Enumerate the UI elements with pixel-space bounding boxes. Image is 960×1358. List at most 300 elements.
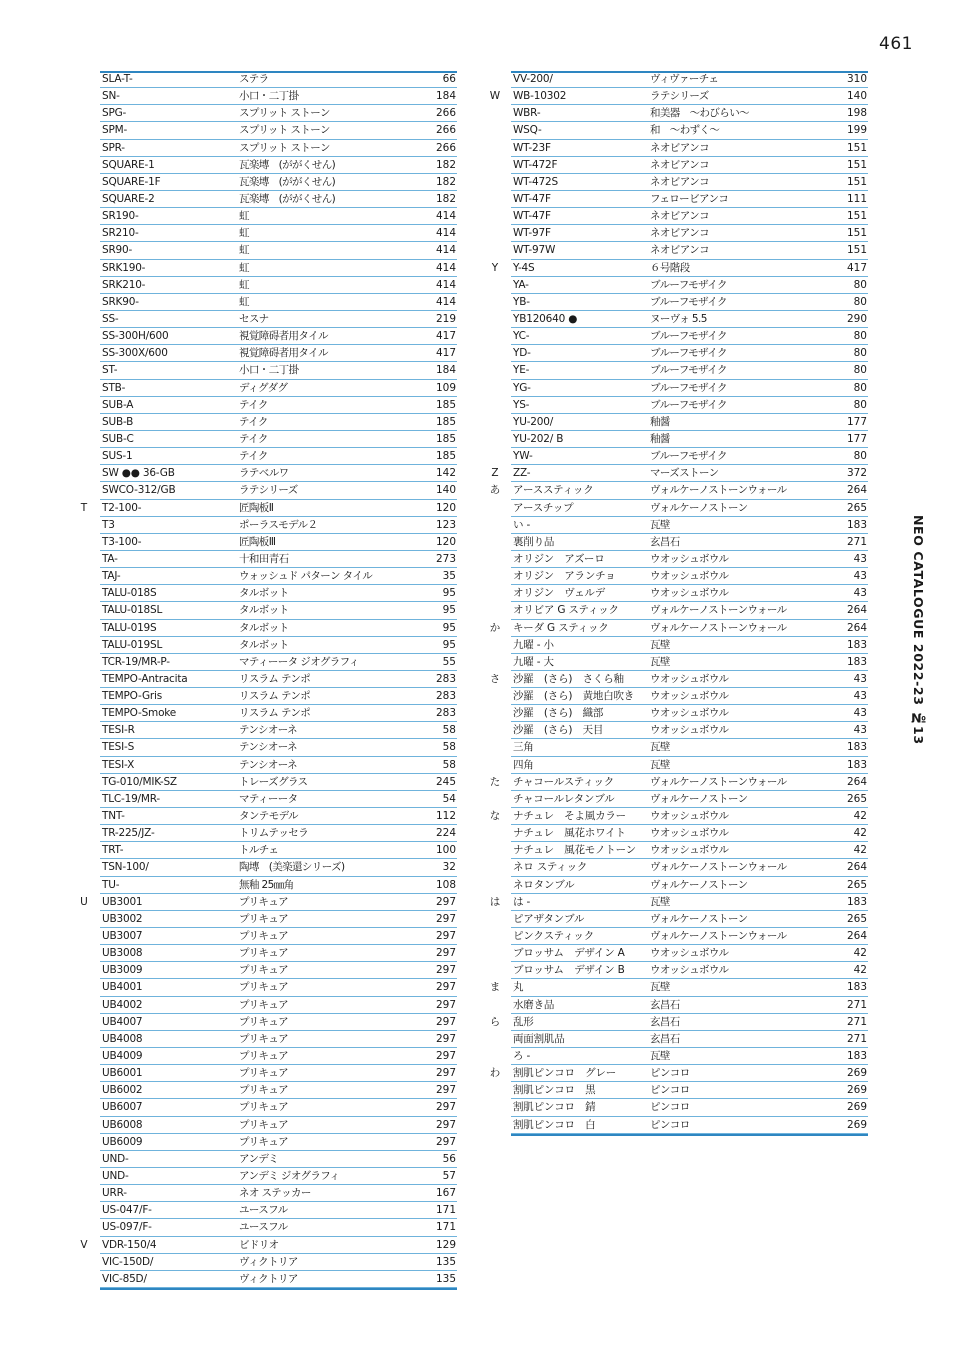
product-name: テイク (239, 450, 268, 463)
product-code: WT-97F (513, 227, 551, 240)
product-name: ピンコロ (650, 1101, 690, 1114)
product-name: ネオビアンコ (650, 244, 709, 257)
product-name: ラテベルワ (239, 467, 289, 480)
product-name: 視覚障碍者用タイル (239, 347, 328, 360)
page-reference: 183 (846, 758, 867, 771)
product-name: 瓦壁 (650, 895, 670, 908)
product-name: 虹 (239, 295, 249, 308)
product-code: UB4008 (102, 1032, 143, 1045)
page-reference: 43 (853, 707, 867, 720)
product-code: TSN-100/ (102, 861, 149, 874)
product-code: ブロッサム デザイン B (513, 964, 625, 977)
section-letter: Z (491, 467, 499, 480)
page-reference: 273 (435, 552, 456, 565)
page-reference: 266 (435, 141, 456, 154)
page-reference: 142 (435, 467, 456, 480)
product-name: ブルーフモザイク (650, 278, 727, 291)
product-name: プリキュア (239, 998, 289, 1011)
product-name: ウオッシュボウル (650, 672, 729, 685)
page-reference: 151 (846, 175, 867, 188)
product-code: SUB-A (102, 398, 134, 411)
product-code: T3-100- (102, 535, 142, 548)
page-reference: 95 (442, 587, 456, 600)
product-name: 小口・二丁掛 (239, 364, 299, 377)
product-code: SN- (102, 90, 120, 103)
product-code: TR-225/JZ- (102, 827, 155, 840)
product-name: 匠陶板Ⅲ (239, 535, 276, 548)
product-name: テンシオーネ (239, 741, 298, 754)
product-name: ヴォルケーノストーンウォール (650, 484, 787, 497)
product-name: ヴォルケーノストーンウォール (650, 621, 787, 634)
product-name: ラテシリーズ (650, 90, 709, 103)
product-code: SQUARE-1 (102, 158, 155, 171)
page-reference: 151 (846, 141, 867, 154)
product-name: プリキュア (239, 1015, 289, 1028)
product-name: ヴォルケーノストーンウォール (650, 604, 787, 617)
product-code: ナチュレ 風花モノトーン (513, 844, 636, 857)
product-name: ステラ (239, 73, 269, 85)
product-name: リスラム テンポ (239, 707, 311, 720)
product-name: ウオッシュボウル (650, 964, 729, 977)
page-reference: 43 (853, 552, 867, 565)
product-code: TEMPO-Antracita (102, 672, 188, 685)
product-name: ブルーフモザイク (650, 330, 727, 343)
product-code: WB-10302 (513, 90, 567, 103)
page-reference: 310 (846, 73, 867, 85)
page-reference: 271 (846, 998, 867, 1011)
section-letter: ま (489, 981, 501, 994)
product-name: 虹 (239, 244, 249, 257)
product-name: フェロービアンコ (650, 192, 729, 205)
product-code: URR- (102, 1187, 127, 1200)
page-reference: 297 (435, 1067, 456, 1080)
product-name: 瓦壁 (650, 1050, 670, 1063)
page-reference: 56 (442, 1152, 456, 1165)
product-name: ウォッシュド パターン タイル (239, 570, 373, 583)
product-name: ウオッシュボウル (650, 552, 729, 565)
product-code: チャコールスティック (513, 775, 615, 788)
product-code: 沙羅 (さら) さくら釉 (513, 672, 624, 685)
product-name: トレーズグラス (239, 775, 308, 788)
page-reference: 43 (853, 724, 867, 737)
page-reference: 297 (435, 1015, 456, 1028)
page-reference: 290 (846, 312, 867, 325)
product-code: UB3002 (102, 912, 143, 925)
product-code: SUB-C (102, 432, 134, 445)
page-reference: 297 (435, 1135, 456, 1148)
product-code: TALU-019S (102, 621, 157, 634)
page-reference: 245 (435, 775, 456, 788)
product-name: ピンコロ (650, 1118, 690, 1131)
product-code: TALU-018S (102, 587, 157, 600)
product-code: UB6007 (102, 1101, 143, 1114)
product-code: アースチップ (513, 501, 574, 514)
product-code: SPG- (102, 107, 127, 120)
page-reference: 43 (853, 690, 867, 703)
product-name: ヴォルケーノストーン (650, 878, 748, 891)
product-code: ZZ- (513, 467, 531, 480)
product-name: 小口・二丁掛 (239, 90, 299, 103)
page-reference: 297 (435, 1101, 456, 1114)
product-code: ネロ スティック (513, 861, 588, 874)
product-name: トリムテッセラ (239, 827, 309, 840)
page-reference: 80 (853, 330, 867, 343)
page-reference: 43 (853, 672, 867, 685)
product-code: 裏削り品 (513, 535, 555, 548)
page-reference: 171 (435, 1221, 456, 1234)
page-reference: 269 (846, 1101, 867, 1114)
page-reference: 183 (846, 638, 867, 651)
product-name: タルボット (239, 587, 289, 600)
product-name: ビドリオ (239, 1238, 279, 1251)
column-bottom-rule (511, 1134, 868, 1136)
product-code: ネロタンブル (513, 878, 575, 891)
product-code: T2-100- (102, 501, 142, 514)
product-code: SS-300H/600 (102, 330, 169, 343)
section-letter: か (489, 621, 501, 634)
page-reference: 184 (435, 90, 456, 103)
page-reference: 43 (853, 587, 867, 600)
product-code: WT-23F (513, 141, 551, 154)
product-code: STB- (102, 381, 126, 394)
page-reference: 269 (846, 1118, 867, 1131)
page-reference: 265 (846, 878, 867, 891)
product-code: SQUARE-1F (102, 175, 161, 188)
product-name: スプリット ストーン (239, 107, 330, 120)
product-code: い - (513, 518, 531, 531)
product-code: SRK210- (102, 278, 146, 291)
product-code: YU-202/ B (513, 432, 564, 445)
product-name: 瓦楽塼 (ががくせん) (239, 175, 336, 188)
product-name: リスラム テンポ (239, 690, 311, 703)
product-name: ヴォルケーノストーン (650, 792, 748, 805)
product-code: TESI-X (102, 758, 135, 771)
product-name: 匠陶板Ⅱ (239, 501, 274, 514)
product-code: 沙羅 (さら) 天目 (513, 724, 604, 737)
product-code: SRK90- (102, 295, 139, 308)
product-code: YC- (513, 330, 530, 343)
product-name: 和美器 ～わびらい～ (650, 107, 749, 120)
product-code: SRK190- (102, 261, 146, 274)
section-letter: た (489, 775, 501, 788)
page-reference: 111 (846, 192, 867, 205)
page-reference: 177 (846, 415, 867, 428)
page-reference: 55 (442, 655, 456, 668)
page-reference: 167 (435, 1187, 456, 1200)
product-name: プリキュア (239, 1118, 289, 1131)
product-name: タルボット (239, 621, 289, 634)
product-name: 瓦壁 (650, 741, 670, 754)
product-code: TG-010/MIK-SZ (102, 775, 177, 788)
page-reference: 120 (435, 501, 456, 514)
page-reference: 42 (853, 947, 867, 960)
page-reference: 417 (435, 347, 456, 360)
page-reference: 266 (435, 124, 456, 137)
page-reference: 100 (435, 844, 456, 857)
page-reference: 151 (846, 244, 867, 257)
product-name: プリキュア (239, 947, 289, 960)
page-reference: 80 (853, 278, 867, 291)
product-code: UB3007 (102, 930, 143, 943)
product-code: UB4009 (102, 1050, 143, 1063)
product-name: プリキュア (239, 1067, 289, 1080)
page-reference: 32 (442, 861, 456, 874)
product-name: 和 ～わずく～ (650, 124, 720, 137)
product-name: ブルーフモザイク (650, 347, 727, 360)
page-reference: 123 (435, 518, 456, 531)
product-name: ネオビアンコ (650, 227, 709, 240)
product-code: TALU-019SL (102, 638, 163, 651)
product-code: WT-47F (513, 192, 551, 205)
product-code: ST- (102, 364, 118, 377)
product-name: テイク (239, 432, 268, 445)
product-code: チャコールレタンブル (513, 792, 615, 805)
product-code: は - (513, 895, 531, 908)
product-code: YU-200/ (513, 415, 554, 428)
product-code: ナチュレ 風花ホワイト (513, 827, 626, 840)
product-name: ラテシリーズ (239, 484, 298, 497)
product-code: TA- (102, 552, 118, 565)
page-reference: 199 (846, 124, 867, 137)
product-code: 沙羅 (さら) 織部 (513, 707, 604, 720)
product-name: 虹 (239, 261, 249, 274)
page-reference: 414 (435, 210, 456, 223)
product-name: 無釉 25㎜角 (239, 878, 294, 891)
product-name: ネオビアンコ (650, 210, 709, 223)
page-reference: 414 (435, 244, 456, 257)
page-reference: 297 (435, 1084, 456, 1097)
product-code: UB6008 (102, 1118, 143, 1131)
product-code: TAJ- (102, 570, 121, 583)
product-name: ６号階段 (650, 261, 690, 274)
product-name: ブルーフモザイク (650, 364, 727, 377)
page-reference: 264 (846, 930, 867, 943)
page-reference: 183 (846, 741, 867, 754)
product-name: 玄昌石 (650, 1015, 680, 1028)
product-name: プリキュア (239, 1101, 289, 1114)
product-name: ヴィクトリア (239, 1255, 298, 1268)
page-reference: 182 (435, 175, 456, 188)
product-code: YB120640 ● (513, 312, 578, 325)
page-reference: 414 (435, 278, 456, 291)
product-name: ネオビアンコ (650, 158, 709, 171)
product-name: ブルーフモザイク (650, 398, 727, 411)
page-reference: 297 (435, 912, 456, 925)
product-name: ネオビアンコ (650, 175, 709, 188)
page-reference: 183 (846, 518, 867, 531)
page-reference: 58 (442, 724, 456, 737)
product-name: アンデミ (239, 1152, 279, 1165)
page-reference: 297 (435, 930, 456, 943)
product-name: スプリット ストーン (239, 141, 330, 154)
product-code: オリジン アズーロ (513, 552, 605, 565)
product-code: VDR-150/4 (102, 1238, 157, 1251)
page-reference: 297 (435, 1118, 456, 1131)
product-name: ユースフル (239, 1204, 288, 1217)
product-name: 玄昌石 (650, 535, 680, 548)
page-reference: 151 (846, 227, 867, 240)
product-name: ヴォルケーノストーン (650, 912, 748, 925)
product-name: ユースフル (239, 1221, 288, 1234)
page-reference: 58 (442, 758, 456, 771)
page-reference: 151 (846, 158, 867, 171)
page-reference: 269 (846, 1067, 867, 1080)
product-name: プリキュア (239, 930, 289, 943)
product-name: ウオッシュボウル (650, 947, 729, 960)
page-reference: 54 (442, 792, 456, 805)
page-reference: 417 (435, 330, 456, 343)
product-name: リスラム テンポ (239, 672, 311, 685)
page-reference: 264 (846, 775, 867, 788)
page-reference: 198 (846, 107, 867, 120)
section-letter: W (489, 90, 501, 103)
product-name: 虹 (239, 210, 249, 223)
page-reference: 185 (435, 432, 456, 445)
product-code: SR190- (102, 210, 139, 223)
page-reference: 264 (846, 621, 867, 634)
product-name: テンシオーネ (239, 758, 298, 771)
product-code: TLC-19/MR- (102, 792, 161, 805)
product-code: YD- (513, 347, 531, 360)
product-code: TALU-018SL (102, 604, 163, 617)
page-reference: 297 (435, 947, 456, 960)
page-reference: 265 (846, 792, 867, 805)
page-reference: 185 (435, 398, 456, 411)
page-number: 461 (879, 34, 913, 54)
product-code: 三角 (513, 741, 534, 754)
page-reference: 57 (442, 1170, 456, 1182)
page-reference: 109 (435, 381, 456, 394)
product-name: ウオッシュボウル (650, 810, 729, 823)
product-name: スプリット ストーン (239, 124, 330, 137)
product-code: TEMPO-Gris (102, 690, 163, 703)
product-code: VV-200/ (513, 73, 553, 85)
page-reference: 183 (846, 981, 867, 994)
product-code: TCR-19/MR-P- (102, 655, 170, 668)
product-code: ピアザタンブル (513, 912, 585, 925)
product-code: ナチュレ そよ風カラー (513, 810, 626, 823)
page-reference: 95 (442, 638, 456, 651)
page-reference: 129 (435, 1238, 456, 1251)
product-code: T3 (102, 518, 115, 531)
page-reference: 185 (435, 415, 456, 428)
page-reference: 171 (435, 1204, 456, 1217)
page-reference: 184 (435, 364, 456, 377)
product-name: 瓦楽塼 (ががくせん) (239, 192, 336, 205)
page-reference: 80 (853, 398, 867, 411)
product-name: 瓦壁 (650, 518, 670, 531)
product-code: UB6001 (102, 1067, 143, 1080)
product-code: VIC-85D/ (102, 1272, 147, 1285)
product-name: ディグダグ (239, 381, 288, 394)
page-reference: 271 (846, 535, 867, 548)
product-name: ネオビアンコ (650, 141, 709, 154)
product-code: 丸 (513, 981, 524, 994)
page-reference: 183 (846, 655, 867, 668)
page-reference: 269 (846, 1084, 867, 1097)
page-reference: 297 (435, 1032, 456, 1045)
page-reference: 297 (435, 1050, 456, 1063)
column-bottom-rule (100, 1288, 457, 1290)
product-code: 九曜 - 小 (513, 638, 554, 651)
product-code: 四角 (513, 758, 534, 771)
page-reference: 417 (846, 261, 867, 274)
product-name: ブルーフモザイク (650, 450, 727, 463)
product-name: セスナ (239, 312, 269, 325)
product-name: 虹 (239, 227, 249, 240)
page-reference: 43 (853, 570, 867, 583)
product-name: 視覚障碍者用タイル (239, 330, 328, 343)
page-reference: 271 (846, 1015, 867, 1028)
product-code: 割肌ピンコロ 白 (513, 1118, 596, 1131)
product-code: SQUARE-2 (102, 192, 155, 205)
catalogue-side-title: NEO CATALOGUE 2022-23 №13 (911, 515, 926, 745)
product-code: キーダ G スティック (513, 621, 609, 634)
page-reference: 265 (846, 501, 867, 514)
product-name: プリキュア (239, 1135, 289, 1148)
product-name: ウオッシュボウル (650, 724, 729, 737)
product-name: ブルーフモザイク (650, 381, 727, 394)
page-reference: 265 (846, 912, 867, 925)
product-code: SW ●● 36-GB (102, 467, 175, 480)
section-letter: あ (489, 484, 501, 497)
product-name: アンデミ ジオグラフィ (239, 1170, 340, 1182)
page-reference: 95 (442, 621, 456, 634)
product-code: UB4001 (102, 981, 143, 994)
page-reference: 66 (442, 73, 456, 85)
product-name: タルボット (239, 604, 289, 617)
product-code: ろ - (513, 1050, 531, 1063)
product-name: ブルーフモザイク (650, 295, 727, 308)
product-code: YS- (513, 398, 530, 411)
product-code: 水磨き品 (513, 998, 555, 1011)
product-name: ヴォルケーノストーンウォール (650, 861, 787, 874)
product-name: ネオ ステッカー (239, 1187, 311, 1200)
page-reference: 80 (853, 364, 867, 377)
page-reference: 112 (435, 810, 456, 823)
product-name: ヌーヴォ 5.5 (650, 312, 707, 325)
product-name: ピンコロ (650, 1067, 690, 1080)
product-name: プリキュア (239, 895, 289, 908)
page-reference: 283 (435, 672, 456, 685)
product-code: オリジン アランチョ (513, 570, 616, 583)
page-reference: 414 (435, 295, 456, 308)
product-name: ヴォルケーノストーンウォール (650, 775, 787, 788)
page-reference: 42 (853, 844, 867, 857)
product-name: 玄昌石 (650, 1032, 680, 1045)
product-code: ブロッサム デザイン A (513, 947, 625, 960)
product-code: TU- (102, 878, 120, 891)
product-name: ウオッシュボウル (650, 707, 729, 720)
page-reference: 297 (435, 998, 456, 1011)
section-letter: Y (491, 261, 499, 274)
product-code: YW- (513, 450, 533, 463)
page-reference: 140 (435, 484, 456, 497)
page-reference: 80 (853, 450, 867, 463)
product-code: アーススティック (513, 484, 594, 497)
page-reference: 283 (435, 690, 456, 703)
product-name: プリキュア (239, 1084, 289, 1097)
product-name: ウオッシュボウル (650, 570, 729, 583)
product-code: SPR- (102, 141, 125, 154)
page-reference: 42 (853, 964, 867, 977)
product-code: UB6009 (102, 1135, 143, 1148)
product-name: プリキュア (239, 912, 289, 925)
product-name: ヴォルケーノストーン (650, 501, 748, 514)
product-name: プリキュア (239, 981, 289, 994)
product-code: US-097/F- (102, 1221, 152, 1234)
product-code: UND- (102, 1170, 129, 1182)
